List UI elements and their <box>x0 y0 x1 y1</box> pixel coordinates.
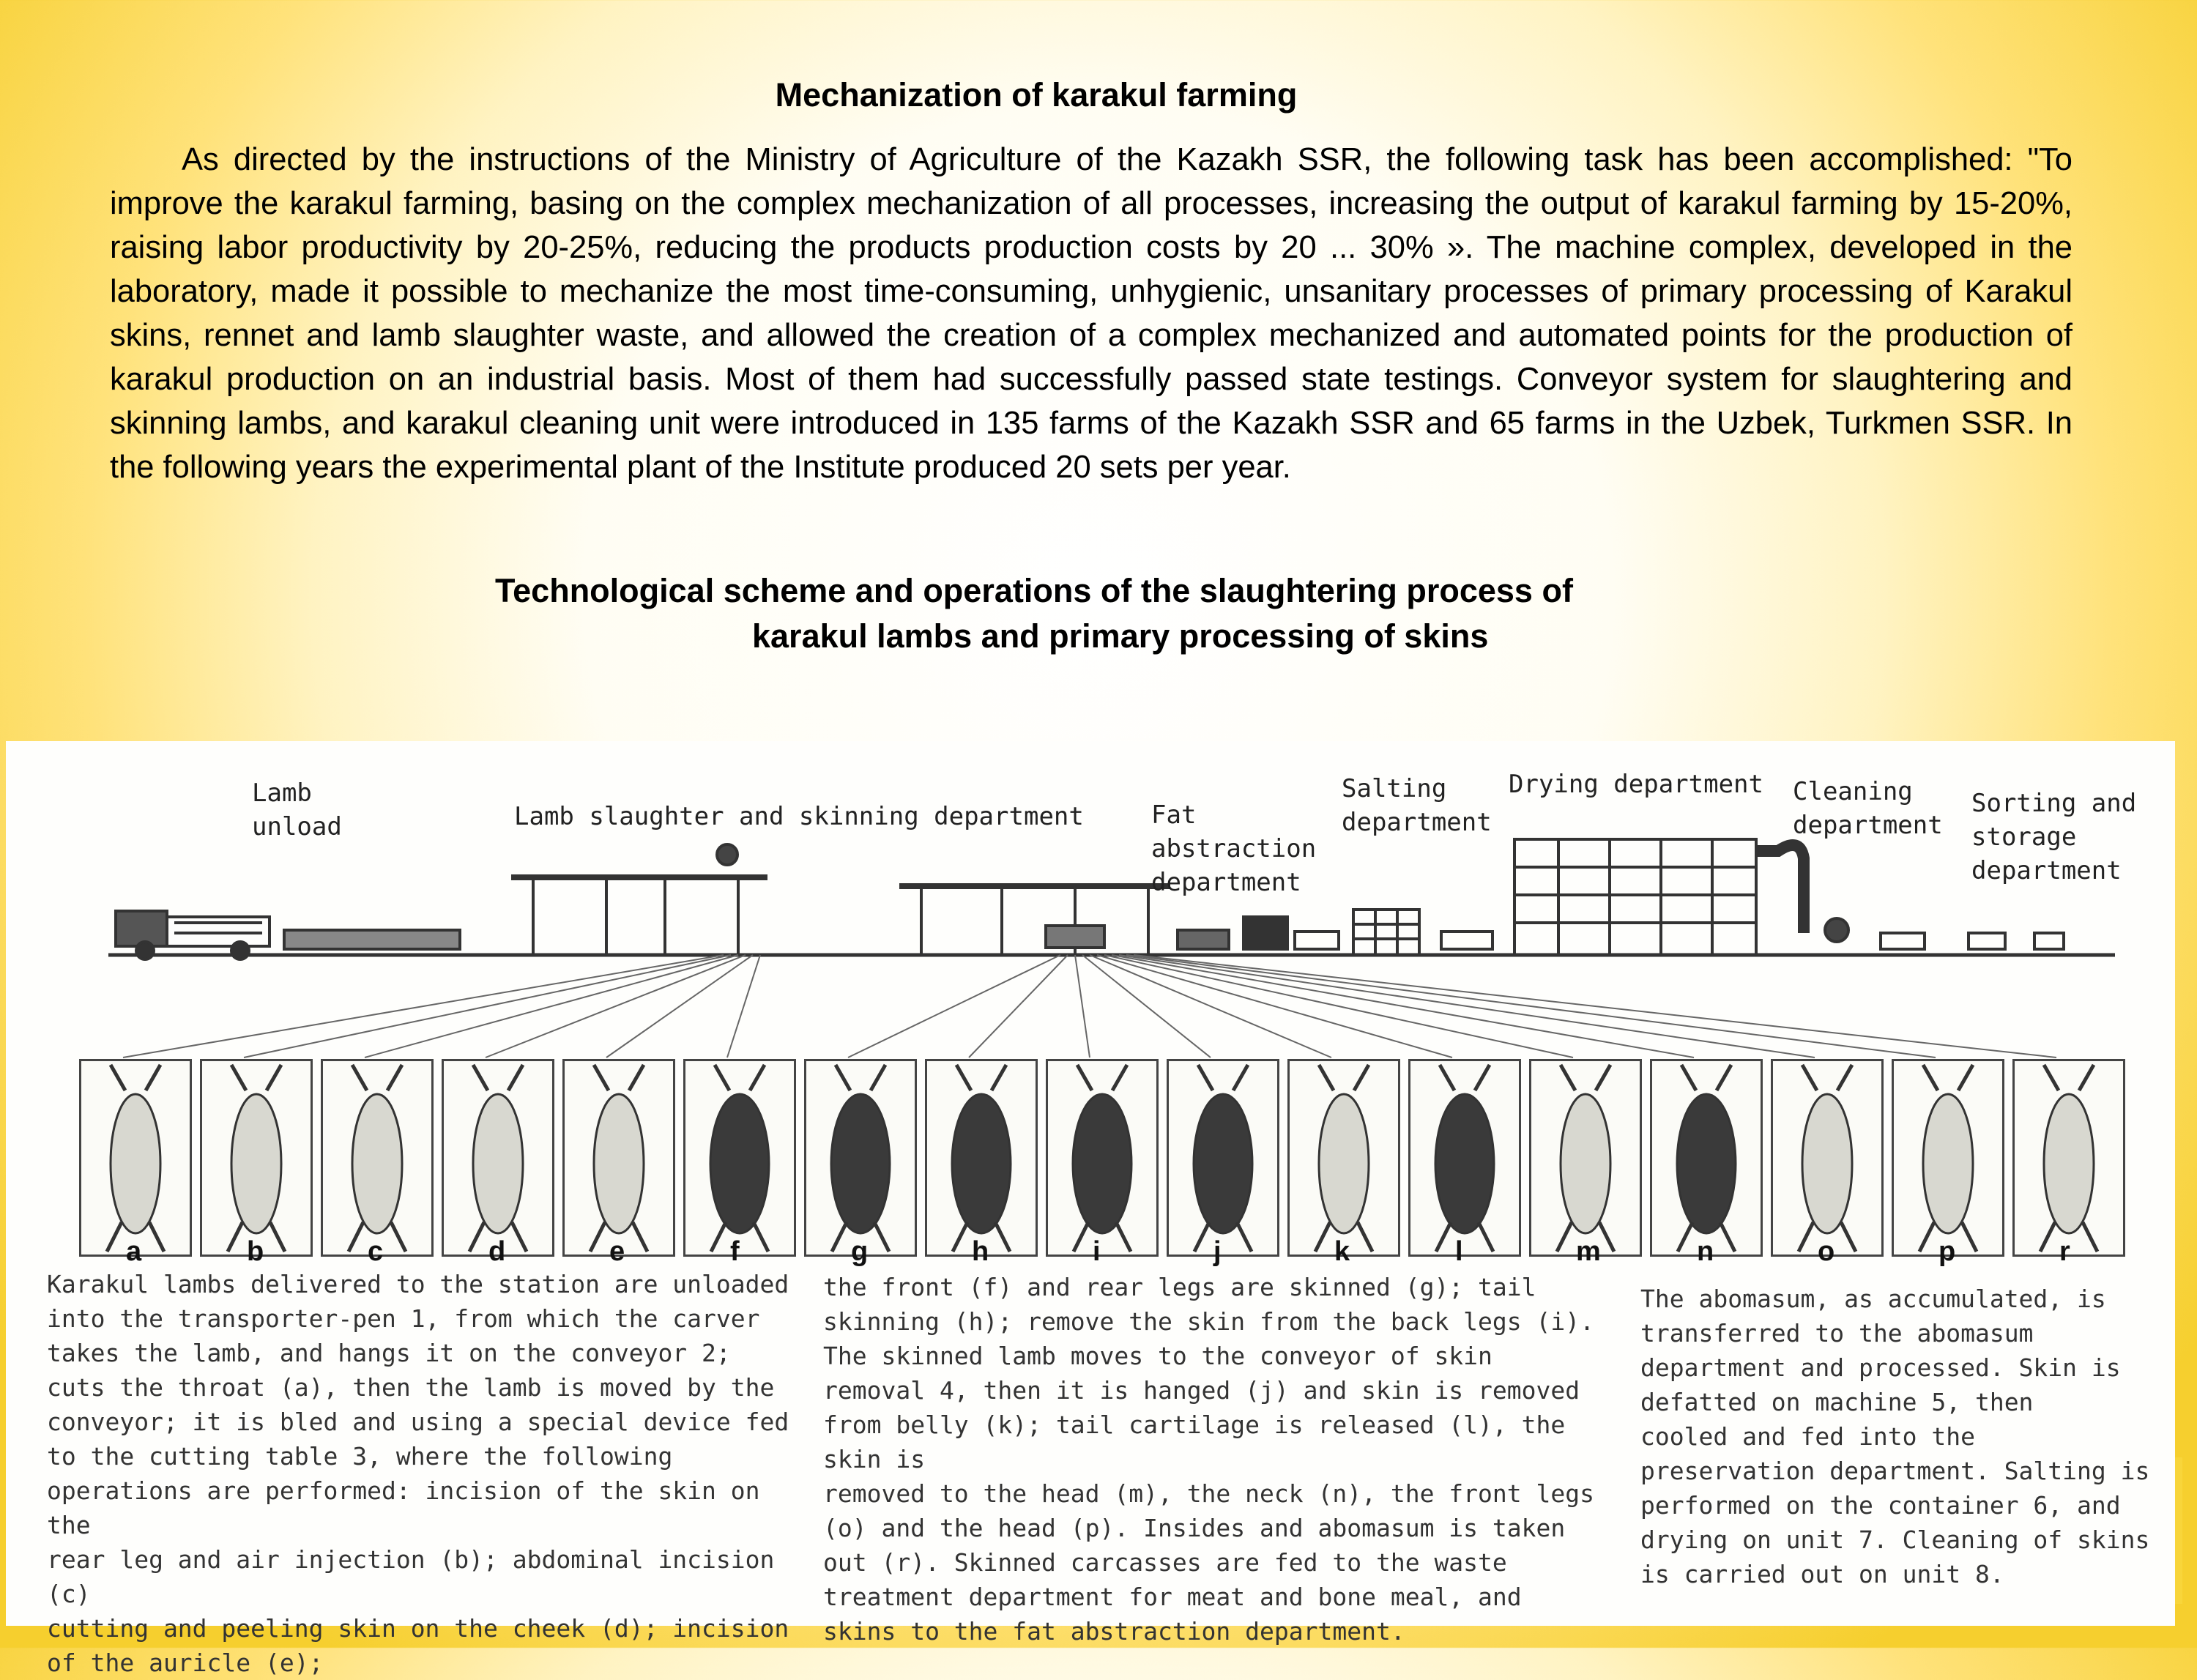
step-frame-g <box>804 1059 917 1257</box>
step-letter-l: l <box>1455 1236 1463 1267</box>
lamb-figure-icon <box>323 1061 431 1255</box>
step-letter-h: h <box>972 1236 989 1267</box>
dept-drying: Drying department <box>1509 770 1763 799</box>
dept-salting: Salting department <box>1342 774 1492 837</box>
lamb-figure-icon <box>202 1061 311 1255</box>
dept-sorting: Sorting and storage department <box>1971 789 2137 885</box>
step-frame-f <box>683 1059 796 1257</box>
step-letter-c: c <box>368 1236 384 1267</box>
lamb-figure-icon <box>1410 1061 1519 1255</box>
step-frame-h <box>925 1059 1038 1257</box>
step-letter-o: o <box>1818 1236 1835 1267</box>
page-title: Mechanization of karakul farming <box>775 76 1298 114</box>
lamb-figure-icon <box>685 1061 794 1255</box>
scheme-title-line-1: Technological scheme and operations of the slaughtering process of <box>495 572 1573 609</box>
lamb-figure-icon <box>1652 1061 1761 1255</box>
step-letter-e: e <box>609 1236 625 1267</box>
step-frame-e <box>562 1059 675 1257</box>
scheme-title-line-2: karakul lambs and primary processing of skins <box>752 617 1489 655</box>
scheme-panel <box>6 741 2175 1677</box>
step-frame-l <box>1408 1059 1521 1257</box>
step-letter-k: k <box>1334 1236 1350 1267</box>
step-letter-r: r <box>2059 1236 2070 1267</box>
lamb-figure-icon <box>1048 1061 1156 1255</box>
dept-lamb-unload: Lamb unload <box>252 778 342 841</box>
step-letter-a: a <box>126 1236 142 1267</box>
step-frame-b <box>200 1059 313 1257</box>
lamb-figure-icon <box>565 1061 673 1255</box>
step-letter-m: m <box>1576 1236 1601 1267</box>
lamb-figure-icon <box>1531 1061 1640 1255</box>
dept-slaughter: Lamb slaughter and skinning department <box>514 802 1084 831</box>
truck-icon <box>116 911 269 959</box>
caption-left: Karakul lambs delivered to the station are unloaded into the transporter-pen 1, from which the carver takes the lamb, and hangs it on the conveyor 2; cuts the throat (a), then the lamb is moved by the conveyor; it is bled and using a special device fed to the cutting table 3, where the following operations are performed: incision of the skin on the rear leg and air injection (b); abdominal incision (c) cutting and peeling skin on the cheek (d); incision of the auricle (e); <box>47 1270 789 1677</box>
step-letter-d: d <box>488 1236 506 1267</box>
step-frame-o <box>1771 1059 1884 1257</box>
step-frame-d <box>442 1059 554 1257</box>
step-frame-c <box>321 1059 434 1257</box>
caption-right: The abomasum, as accumulated, is transferred to the abomasum department and processed. Skin is defatted on machine 5, then cooled and fed into the preservation department. Salting is performed on the container 6, and drying on unit 7. Cleaning of skins is carried out on unit 8. <box>1640 1285 2150 1588</box>
lamb-figure-icon <box>2015 1061 2123 1255</box>
step-letter-f: f <box>730 1236 740 1267</box>
step-letter-j: j <box>1213 1236 1222 1267</box>
step-frame-k <box>1287 1059 1400 1257</box>
step-letter-g: g <box>851 1236 869 1267</box>
step-frame-r <box>2012 1059 2125 1257</box>
lamb-figure-icon <box>927 1061 1036 1255</box>
intro-paragraph: As directed by the instructions of the Ministry of Agriculture of the Kazakh SSR, the following task has been accomplished: "To improve the karakul farming, basing on the complex mechanization of all processes, increasing the output of karakul farming by 15-20%, raising labor productivity by 20-25%, reducing the products production costs by 20 ... 30% ». The machine complex, developed in the laboratory, made it possible to mechanize the most time-consuming, unhygienic, unsanitary processes of primary processing of Karakul skins, rennet and lamb slaughter waste, and allowed the creation of a complex mechanized and automated points for the production of karakul production on an industrial basis. Most of them had successfully passed state testings. Conveyor system for slaughtering and skinning lambs, and karakul cleaning unit were introduced in 135 farms of the Kazakh SSR and 65 farms in the Uzbek, Turkmen SSR. In the following years the experimental plant of the Institute produced 20 sets per year. <box>110 142 2073 485</box>
lamb-figure-icon <box>1773 1061 1881 1255</box>
step-letter-i: i <box>1093 1236 1101 1267</box>
step-letter-p: p <box>1938 1236 1956 1267</box>
step-letter-b: b <box>247 1236 264 1267</box>
lamb-figure-icon <box>444 1061 552 1255</box>
step-letter-n: n <box>1697 1236 1714 1267</box>
step-frame-i <box>1046 1059 1159 1257</box>
dept-cleaning: Cleaning department <box>1793 777 1943 840</box>
lamb-figure-icon <box>1169 1061 1277 1255</box>
caption-middle: the front (f) and rear legs are skinned (g); tail skinning (h); remove the skin from the back legs (i). The skinned lamb moves to the conveyor of skin removal 4, then it is hanged (j) and skin is removed from belly (k); tail cartilage is released (l), the skin is removed to the head (m), the neck (n), the front legs (o) and the head (p). Insides and abomasum is taken out (r). Skinned carcasses are fed to the waste treatment department for meat and bone meal, and skins to the fat abstraction department. <box>823 1273 1594 1646</box>
step-frame-n <box>1650 1059 1763 1257</box>
step-frame-p <box>1892 1059 2004 1257</box>
dept-fat: Fat abstraction department <box>1151 800 1317 897</box>
lamb-figure-icon <box>806 1061 915 1255</box>
step-frame-j <box>1167 1059 1279 1257</box>
lamb-figure-icon <box>1290 1061 1398 1255</box>
step-frame-m <box>1529 1059 1642 1257</box>
step-frame-a <box>79 1059 192 1257</box>
lamb-figure-icon <box>81 1061 190 1255</box>
lamb-figure-icon <box>1894 1061 2002 1255</box>
